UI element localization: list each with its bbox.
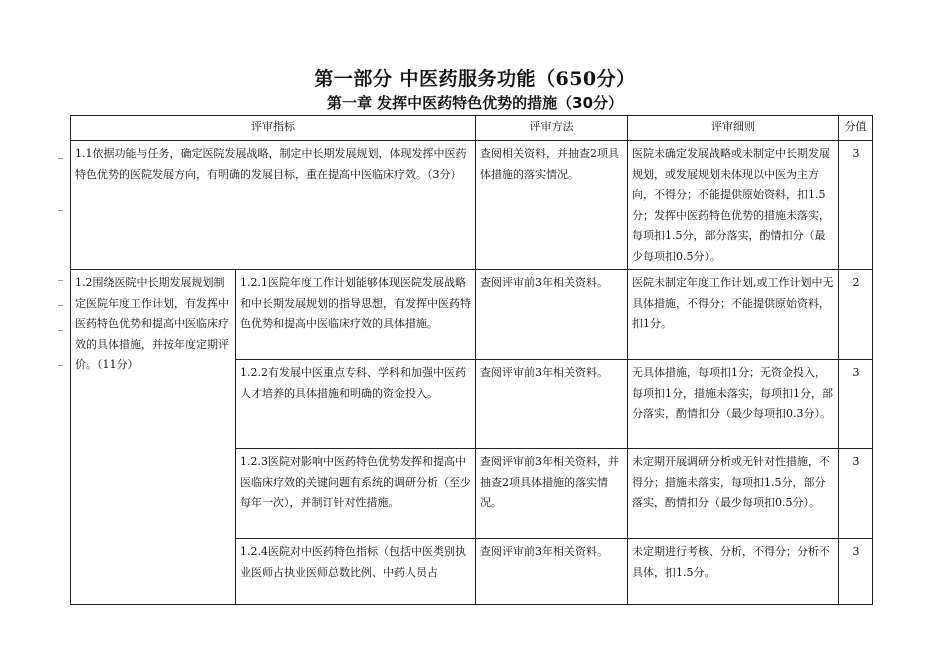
method-cell: 查阅评审前3年相关资料，并抽查2项具体措施的落实情况。 [476, 449, 628, 539]
table-header-row [71, 116, 873, 141]
details-cell: 未定期开展调研分析或无针对性措施，不得分；措施未落实，每项扣1.5分，部分落实，酌情扣分（最少每项扣0.5分）。 [628, 449, 839, 539]
score-cell: 3 [839, 141, 873, 270]
method-cell: 查阅评审前3年相关资料。 [476, 539, 628, 605]
score-cell: 2 [839, 270, 873, 360]
chapter-title: 第一章 发挥中医药特色优势的措施（30分） [326, 94, 624, 112]
details-cell: 无具体措施，每项扣1分；无资金投入，每项扣1分，措施未落实，每项扣1分，部分落实，酌情扣分（最少每项扣0.3分）。 [628, 360, 839, 449]
indicator-cell: 1.2.4医院对中医药特色指标（包括中医类别执业医师占执业医师总数比例、中药人员占 [236, 539, 476, 605]
score-cell: 3 [839, 449, 873, 539]
indicator-cell: 1.2.1医院年度工作计划能够体现医院发展战略和中长期发展规划的指导思想，有发挥中医药特色优势和提高中医临床疗效的具体措施。 [236, 270, 476, 360]
table-row [71, 141, 873, 270]
method-cell: 查阅相关资料，并抽查2项具体措施的落实情况。 [476, 141, 628, 270]
column-header-score: 分值 [839, 116, 873, 141]
column-header-indicator: 评审指标 [71, 116, 476, 141]
column-header-method: 评审方法 [476, 116, 628, 141]
indicator-cell: 1.2.2有发展中医重点专科、学科和加强中医药人才培养的具体措施和明确的资金投入。 [236, 360, 476, 449]
details-cell: 医院未制定年度工作计划,或工作计划中无具体措施，不得分；不能提供原始资料，扣1分。 [628, 270, 839, 360]
indicator-cell: 1.1依据功能与任务，确定医院发展战略，制定中长期发展规划，体现发挥中医药特色优势的医院发展方向，有明确的发展目标，重在提高中医临床疗效。（3分） [71, 141, 476, 270]
score-cell: 3 [839, 539, 873, 605]
indicator-cell: 1.2.3医院对影响中医药特色优势发挥和提高中医临床疗效的关键问题有系统的调研分析（至少每年一次），并制订针对性措施。 [236, 449, 476, 539]
score-cell: 3 [839, 360, 873, 449]
details-cell: 未定期进行考核、分析，不得分；分析不具体，扣1.5分。 [628, 539, 839, 605]
column-header-details: 评审细则 [628, 116, 839, 141]
evaluation-table [70, 115, 873, 605]
group-indicator-cell: 1.2围绕医院中长期发展规划制定医院年度工作计划，有发挥中医药特色优势和提高中医临床疗效的具体措施，并按年度定期评价。（11分） [71, 270, 236, 605]
table-row [71, 270, 873, 360]
method-cell: 查阅评审前3年相关资料。 [476, 270, 628, 360]
method-cell: 查阅评审前3年相关资料。 [476, 360, 628, 449]
page-title: 第一部分 中医药服务功能（650分） [314, 68, 636, 90]
details-cell: 医院未确定发展战略或未制定中长期发展规划，或发展规划未体现以中医为主方向，不得分；不能提供原始资料，扣1.5分；发挥中医药特色优势的措施未落实，每项扣1.5分，部分落实，酌情扣分（最少每项扣0.5分）。 [628, 141, 839, 270]
